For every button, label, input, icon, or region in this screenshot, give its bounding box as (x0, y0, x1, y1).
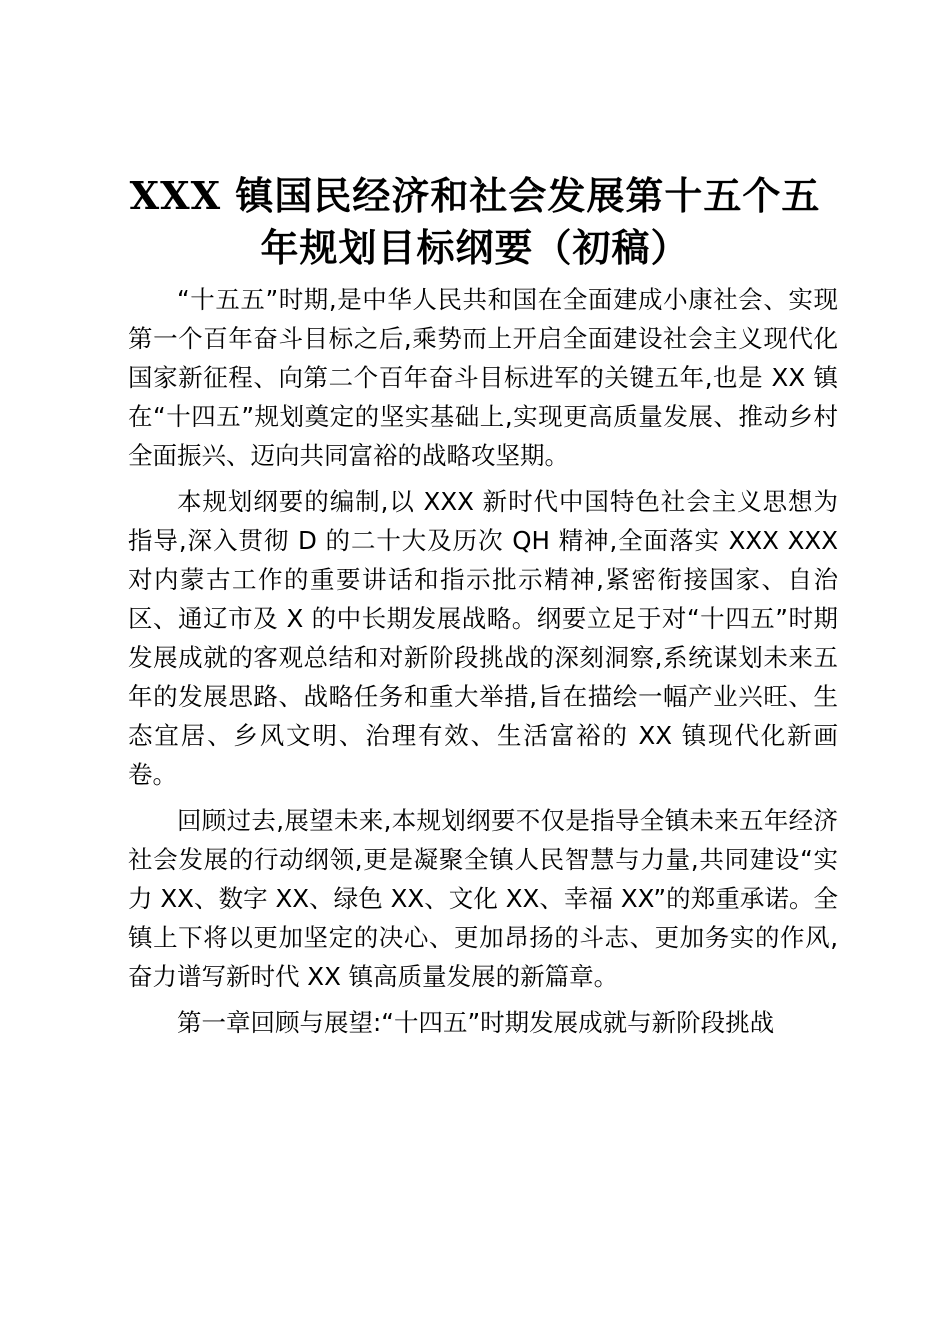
title-line-1: XXX 镇国民经济和社会发展第十五个五 (129, 173, 821, 218)
document-body (128, 280, 838, 1042)
paragraph-outlook: 回顾过去,展望未来,本规划纲要不仅是指导全镇未来五年经济社会发展的行动纲领,更是凝聚全镇人民智慧与力量,共同建设“实力 XX、数字 XX、绿色 XX、文化 XX、幸福 XX”的郑重承诺。全镇上下将以更加坚定的决心、更加昂扬的斗志、更加务实的作风,奋力谱写新时代 XX 镇高质量发展的新篇章。 (128, 806, 838, 991)
paragraph-compilation: 本规划纲要的编制,以 XXX 新时代中国特色社会主义思想为指导,深入贯彻 D 的二十大及历次 QH 精神,全面落实 XXX XXX 对内蒙古工作的重要讲话和指示批示精神,紧密衔接国家、自治区、通辽市及 X 的中长期发展战略。纲要立足于对“十四五”时期发展成就的客观总结和对新阶段挑战的深刻洞察,系统谋划未来五年的发展思路、战略任务和重大举措,旨在描绘一幅产业兴旺、生态宜居、乡风文明、治理有效、生活富裕的 XX 镇现代化新画卷。 (128, 487, 838, 789)
chapter-heading: 第一章回顾与展望:“十四五”时期发展成就与新阶段挑战 (177, 1008, 775, 1037)
title-line-2: 年规划目标纲要（初稿） (260, 225, 690, 270)
paragraph-intro: “十五五”时期,是中华人民共和国在全面建成小康社会、实现第一个百年奋斗目标之后,乘势而上开启全面建设社会主义现代化国家新征程、向第二个百年奋斗目标进军的关键五年,也是 XX 镇在“十四五”规划奠定的坚实基础上,实现更高质量发展、推动乡村全面振兴、迈向共同富裕的战略攻坚期。 (128, 285, 838, 470)
document-title (100, 170, 850, 274)
